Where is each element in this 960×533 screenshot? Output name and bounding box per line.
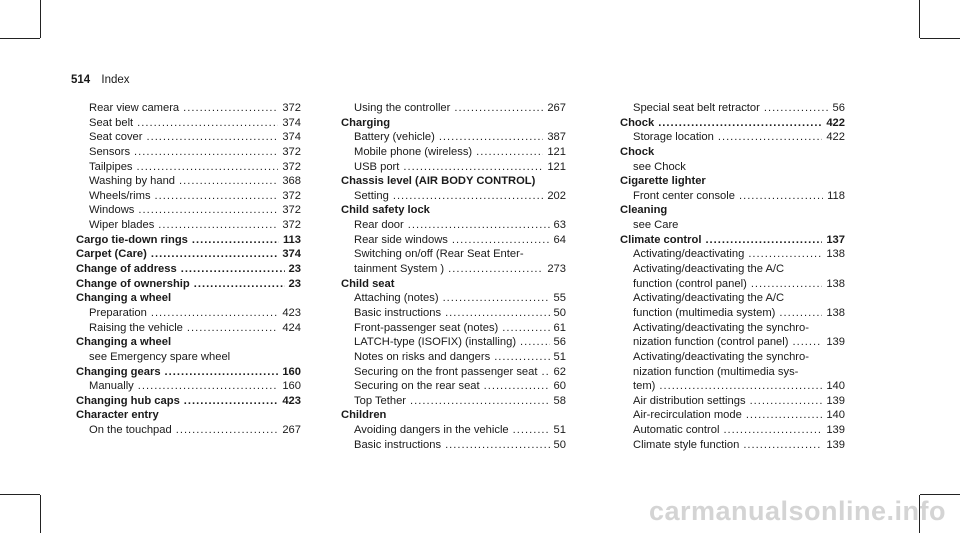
dot-leader (748, 247, 822, 262)
page-ref: 139 (826, 336, 845, 349)
entry-text: Notes on risks and dangers (354, 350, 491, 363)
page-ref: 23 (288, 263, 301, 276)
index-entry (620, 130, 845, 145)
page-ref: 138 (826, 277, 845, 290)
index-heading (76, 277, 301, 292)
dot-leader (452, 233, 550, 248)
page-ref: 51 (553, 424, 566, 437)
entry-text: Activating/deactivating (633, 248, 745, 261)
page-ref: 113 (282, 233, 301, 246)
index-entry (620, 101, 845, 116)
entry-text: tainment System ) (354, 263, 445, 276)
dot-leader (659, 379, 822, 394)
index-heading (620, 203, 845, 218)
entry-text: Changing hub caps (76, 394, 180, 407)
page-ref: 56 (832, 102, 845, 114)
dot-leader (792, 335, 822, 350)
dot-leader (476, 145, 543, 160)
index-heading (620, 145, 845, 160)
dot-leader (393, 189, 543, 204)
dot-leader (410, 394, 550, 409)
dot-leader (183, 101, 278, 116)
page-ref: 118 (827, 189, 845, 202)
crop-mark (0, 494, 40, 495)
dot-leader (750, 394, 823, 409)
entry-text: Seat belt (89, 116, 134, 129)
entry-text: Wiper blades (89, 219, 155, 232)
index-heading (76, 233, 301, 248)
index-entry (620, 394, 845, 409)
dot-leader (454, 101, 543, 116)
index-entry (341, 130, 566, 145)
dot-leader (448, 262, 543, 277)
dot-leader (408, 218, 550, 233)
dot-leader (146, 130, 278, 145)
dot-leader (151, 306, 278, 321)
page-ref: 374 (282, 248, 301, 261)
entry-text: Securing on the front passenger seat (354, 365, 538, 378)
dot-leader (439, 130, 544, 145)
entry-text: Securing on the rear seat (354, 380, 480, 393)
dot-leader (165, 365, 279, 380)
entry-text: Character entry (76, 409, 159, 422)
index-entry (76, 174, 301, 189)
index-entry (341, 321, 566, 336)
page-ref: 423 (282, 306, 301, 319)
page-ref: 139 (826, 438, 845, 451)
page-ref: 58 (553, 394, 566, 407)
crop-mark (920, 38, 960, 39)
entry-text: Preparation (89, 306, 147, 319)
entry-text: Top Tether (354, 394, 407, 407)
entry-text: Activating/deactivating the synchro- (633, 350, 809, 363)
page-ref: 55 (553, 292, 566, 305)
dot-leader (403, 160, 543, 175)
index-entry (341, 247, 566, 262)
index-entry (341, 262, 566, 277)
section-title: Index (101, 74, 130, 86)
index-heading (341, 203, 566, 218)
entry-text: Changing a wheel (76, 336, 172, 349)
dot-leader (155, 189, 279, 204)
index-heading (76, 365, 301, 380)
page-ref: 422 (826, 131, 845, 144)
index-column-1 (76, 101, 301, 438)
entry-text: nization function (control panel) (633, 336, 789, 349)
dot-leader (158, 218, 278, 233)
entry-text: Air-recirculation mode (633, 409, 742, 422)
page-ref: 372 (282, 189, 301, 202)
entry-text: function (control panel) (633, 277, 747, 290)
dot-leader (445, 306, 549, 321)
index-entry (341, 160, 566, 175)
page-ref: 160 (282, 380, 301, 393)
entry-text: Avoiding dangers in the vehicle (354, 424, 509, 437)
dot-leader (137, 160, 279, 175)
dot-leader (443, 291, 550, 306)
entry-text: Special seat belt retractor (633, 102, 760, 114)
index-entry (341, 394, 566, 409)
entry-text: Cargo tie-down rings (76, 233, 188, 246)
index-entry (341, 365, 566, 380)
index-column-3 (620, 101, 845, 452)
dot-leader (779, 306, 822, 321)
entry-text: function (multimedia system) (633, 306, 776, 319)
page-ref: 139 (826, 424, 845, 437)
dot-leader (746, 408, 823, 423)
index-entry (341, 291, 566, 306)
page-ref: 423 (282, 394, 301, 407)
entry-text: Children (341, 409, 387, 422)
entry-text: USB port (354, 160, 400, 173)
entry-text: Windows (89, 204, 135, 217)
entry-text: Storage location (633, 131, 714, 144)
dot-leader (764, 101, 829, 116)
entry-text: Air distribution settings (633, 394, 746, 407)
entry-text: Activating/deactivating the A/C (633, 292, 785, 305)
entry-text: LATCH-type (ISOFIX) (installing) (354, 336, 517, 349)
page-ref: 267 (547, 102, 566, 114)
entry-text: Climate control (620, 233, 702, 246)
page-ref: 138 (826, 248, 845, 261)
index-entry (620, 438, 845, 453)
index-heading (76, 247, 301, 262)
entry-text: Rear side windows (354, 233, 448, 246)
page-ref: 422 (826, 116, 845, 129)
index-entry (620, 291, 845, 306)
index-entry (341, 306, 566, 321)
index-entry (620, 189, 845, 204)
index-entry (341, 379, 566, 394)
index-entry (341, 423, 566, 438)
entry-text: Climate style function (633, 438, 740, 451)
entry-text: Front-passenger seat (notes) (354, 321, 499, 334)
index-entry (620, 218, 845, 233)
page-ref: 139 (826, 394, 845, 407)
entry-text: Activating/deactivating the A/C (633, 263, 785, 276)
page-ref: 374 (282, 131, 301, 144)
index-entry (341, 335, 566, 350)
dot-leader (743, 438, 822, 453)
dot-leader (513, 423, 550, 438)
dot-leader (184, 394, 279, 409)
entry-text: Carpet (Care) (76, 248, 147, 261)
dot-leader (134, 145, 278, 160)
index-entry (620, 262, 845, 277)
page-ref: 63 (553, 219, 566, 232)
entry-text: Automatic control (633, 424, 720, 437)
page-ref: 62 (553, 365, 566, 378)
page-ref: 368 (282, 175, 301, 188)
index-entry (76, 379, 301, 394)
entry-text: Basic instructions (354, 306, 442, 319)
entry-text: Charging (341, 116, 391, 129)
dot-leader (151, 247, 278, 262)
page-ref: 50 (553, 438, 566, 451)
index-heading (341, 408, 566, 423)
page-ref: 64 (553, 233, 566, 246)
index-heading (620, 233, 845, 248)
page-number: 514 (71, 74, 91, 86)
index-entry (620, 321, 845, 336)
dot-leader (502, 321, 549, 336)
index-entry (620, 335, 845, 350)
entry-text: Sensors (89, 145, 131, 158)
index-entry (76, 116, 301, 131)
index-entry (620, 160, 845, 175)
index-entry (620, 350, 845, 365)
index-entry (620, 365, 845, 380)
dot-leader (739, 189, 823, 204)
dot-leader (445, 438, 549, 453)
page-ref: 61 (553, 321, 566, 334)
dot-leader (718, 130, 822, 145)
page-ref: 374 (282, 116, 301, 129)
page-ref: 140 (826, 380, 845, 393)
dot-leader (541, 365, 549, 380)
dot-leader (484, 379, 550, 394)
page-ref: 202 (547, 189, 566, 202)
index-entry (620, 277, 845, 292)
entry-text: Cleaning (620, 204, 668, 217)
index-entry (76, 306, 301, 321)
dot-leader (658, 116, 822, 131)
index-entry (341, 101, 566, 116)
page-ref: 137 (826, 233, 845, 246)
page-ref: 160 (282, 365, 301, 378)
index-heading (76, 408, 301, 423)
entry-text: see Chock (633, 160, 686, 173)
entry-text: Chassis level (AIR BODY CONTROL) (341, 175, 536, 188)
entry-text: Using the controller (354, 102, 451, 114)
page-ref: 372 (282, 219, 301, 232)
index-entry (620, 408, 845, 423)
entry-text: Rear door (354, 219, 404, 232)
entry-text: Attaching (notes) (354, 292, 439, 305)
index-heading (620, 174, 845, 189)
entry-text: Raising the vehicle (89, 321, 183, 334)
index-entry (76, 423, 301, 438)
entry-text: Chock (620, 116, 655, 129)
index-entry (620, 247, 845, 262)
entry-text: see Emergency spare wheel (89, 350, 231, 363)
entry-text: Changing gears (76, 365, 161, 378)
crop-mark (0, 38, 40, 39)
dot-leader (176, 423, 279, 438)
index-heading (620, 116, 845, 131)
page-ref: 140 (826, 409, 845, 422)
index-column-2 (341, 101, 566, 452)
crop-mark (40, 495, 41, 533)
entry-text: Cigarette lighter (620, 175, 706, 188)
page-ref: 121 (547, 160, 566, 173)
entry-text: Change of address (76, 263, 177, 276)
index-entry (341, 145, 566, 160)
entry-text: nization function (multimedia sys- (633, 365, 799, 378)
dot-leader (751, 277, 823, 292)
dot-leader (137, 116, 278, 131)
index-heading (341, 116, 566, 131)
entry-text: Activating/deactivating the synchro- (633, 321, 809, 334)
entry-text: Tailpipes (89, 160, 133, 173)
index-entry (76, 203, 301, 218)
index-heading (76, 394, 301, 409)
dot-leader (138, 379, 279, 394)
page-ref: 56 (553, 336, 566, 349)
page-ref: 372 (282, 204, 301, 217)
crop-mark (920, 494, 960, 495)
dot-leader (723, 423, 822, 438)
page-ref: 372 (282, 145, 301, 158)
page-ref: 372 (282, 160, 301, 173)
index-heading (341, 277, 566, 292)
crop-mark (40, 0, 41, 38)
crop-mark (919, 0, 920, 38)
index-entry (341, 218, 566, 233)
index-entry (76, 321, 301, 336)
entry-text: Mobile phone (wireless) (354, 145, 473, 158)
index-heading (76, 335, 301, 350)
watermark: carmanualsonline.info (648, 496, 946, 526)
page-ref: 23 (288, 277, 301, 290)
dot-leader (194, 277, 285, 292)
dot-leader (494, 350, 549, 365)
page-ref: 50 (553, 306, 566, 319)
entry-text: tem) (633, 380, 656, 393)
entry-text: Front center console (633, 189, 735, 202)
entry-text: see Care (633, 219, 679, 232)
index-entry (341, 438, 566, 453)
entry-text: Manually (89, 380, 134, 393)
dot-leader (138, 203, 278, 218)
entry-text: Rear view camera (89, 102, 180, 114)
entry-text: Basic instructions (354, 438, 442, 451)
index-entry (341, 350, 566, 365)
entry-text: Battery (vehicle) (354, 131, 435, 144)
entry-text: Seat cover (89, 131, 143, 144)
page-header (71, 74, 130, 86)
dot-leader (179, 174, 278, 189)
index-heading (76, 262, 301, 277)
page-ref: 267 (282, 424, 301, 437)
dot-leader (705, 233, 822, 248)
dot-leader (187, 321, 278, 336)
entry-text: Child seat (341, 277, 395, 290)
index-entry (76, 350, 301, 365)
page-ref: 273 (547, 263, 566, 276)
page-ref: 51 (553, 350, 566, 363)
index-entry (76, 130, 301, 145)
index-entry (76, 160, 301, 175)
dot-leader (192, 233, 279, 248)
index-entry (341, 189, 566, 204)
entry-text: Setting (354, 189, 389, 202)
index-entry (620, 423, 845, 438)
entry-text: Wheels/rims (89, 189, 151, 202)
index-entry (76, 145, 301, 160)
index-heading (76, 291, 301, 306)
entry-text: Changing a wheel (76, 292, 172, 305)
entry-text: Chock (620, 145, 655, 158)
dot-leader (181, 262, 285, 277)
page-ref: 372 (282, 102, 301, 114)
index-entry (76, 218, 301, 233)
index-entry (620, 306, 845, 321)
index-entry (76, 101, 301, 116)
page-ref: 138 (826, 306, 845, 319)
index-heading (341, 174, 566, 189)
index-entry (341, 233, 566, 248)
entry-text: Switching on/off (Rear Seat Enter- (354, 248, 524, 261)
page-ref: 121 (547, 145, 566, 158)
page-ref: 387 (547, 131, 566, 144)
entry-text: On the touchpad (89, 424, 172, 437)
dot-leader (520, 335, 550, 350)
index-entry (76, 189, 301, 204)
index-entry (620, 379, 845, 394)
entry-text: Washing by hand (89, 175, 176, 188)
entry-text: Change of ownership (76, 277, 190, 290)
page-ref: 424 (282, 321, 301, 334)
entry-text: Child safety lock (341, 204, 430, 217)
page-ref: 60 (553, 380, 566, 393)
